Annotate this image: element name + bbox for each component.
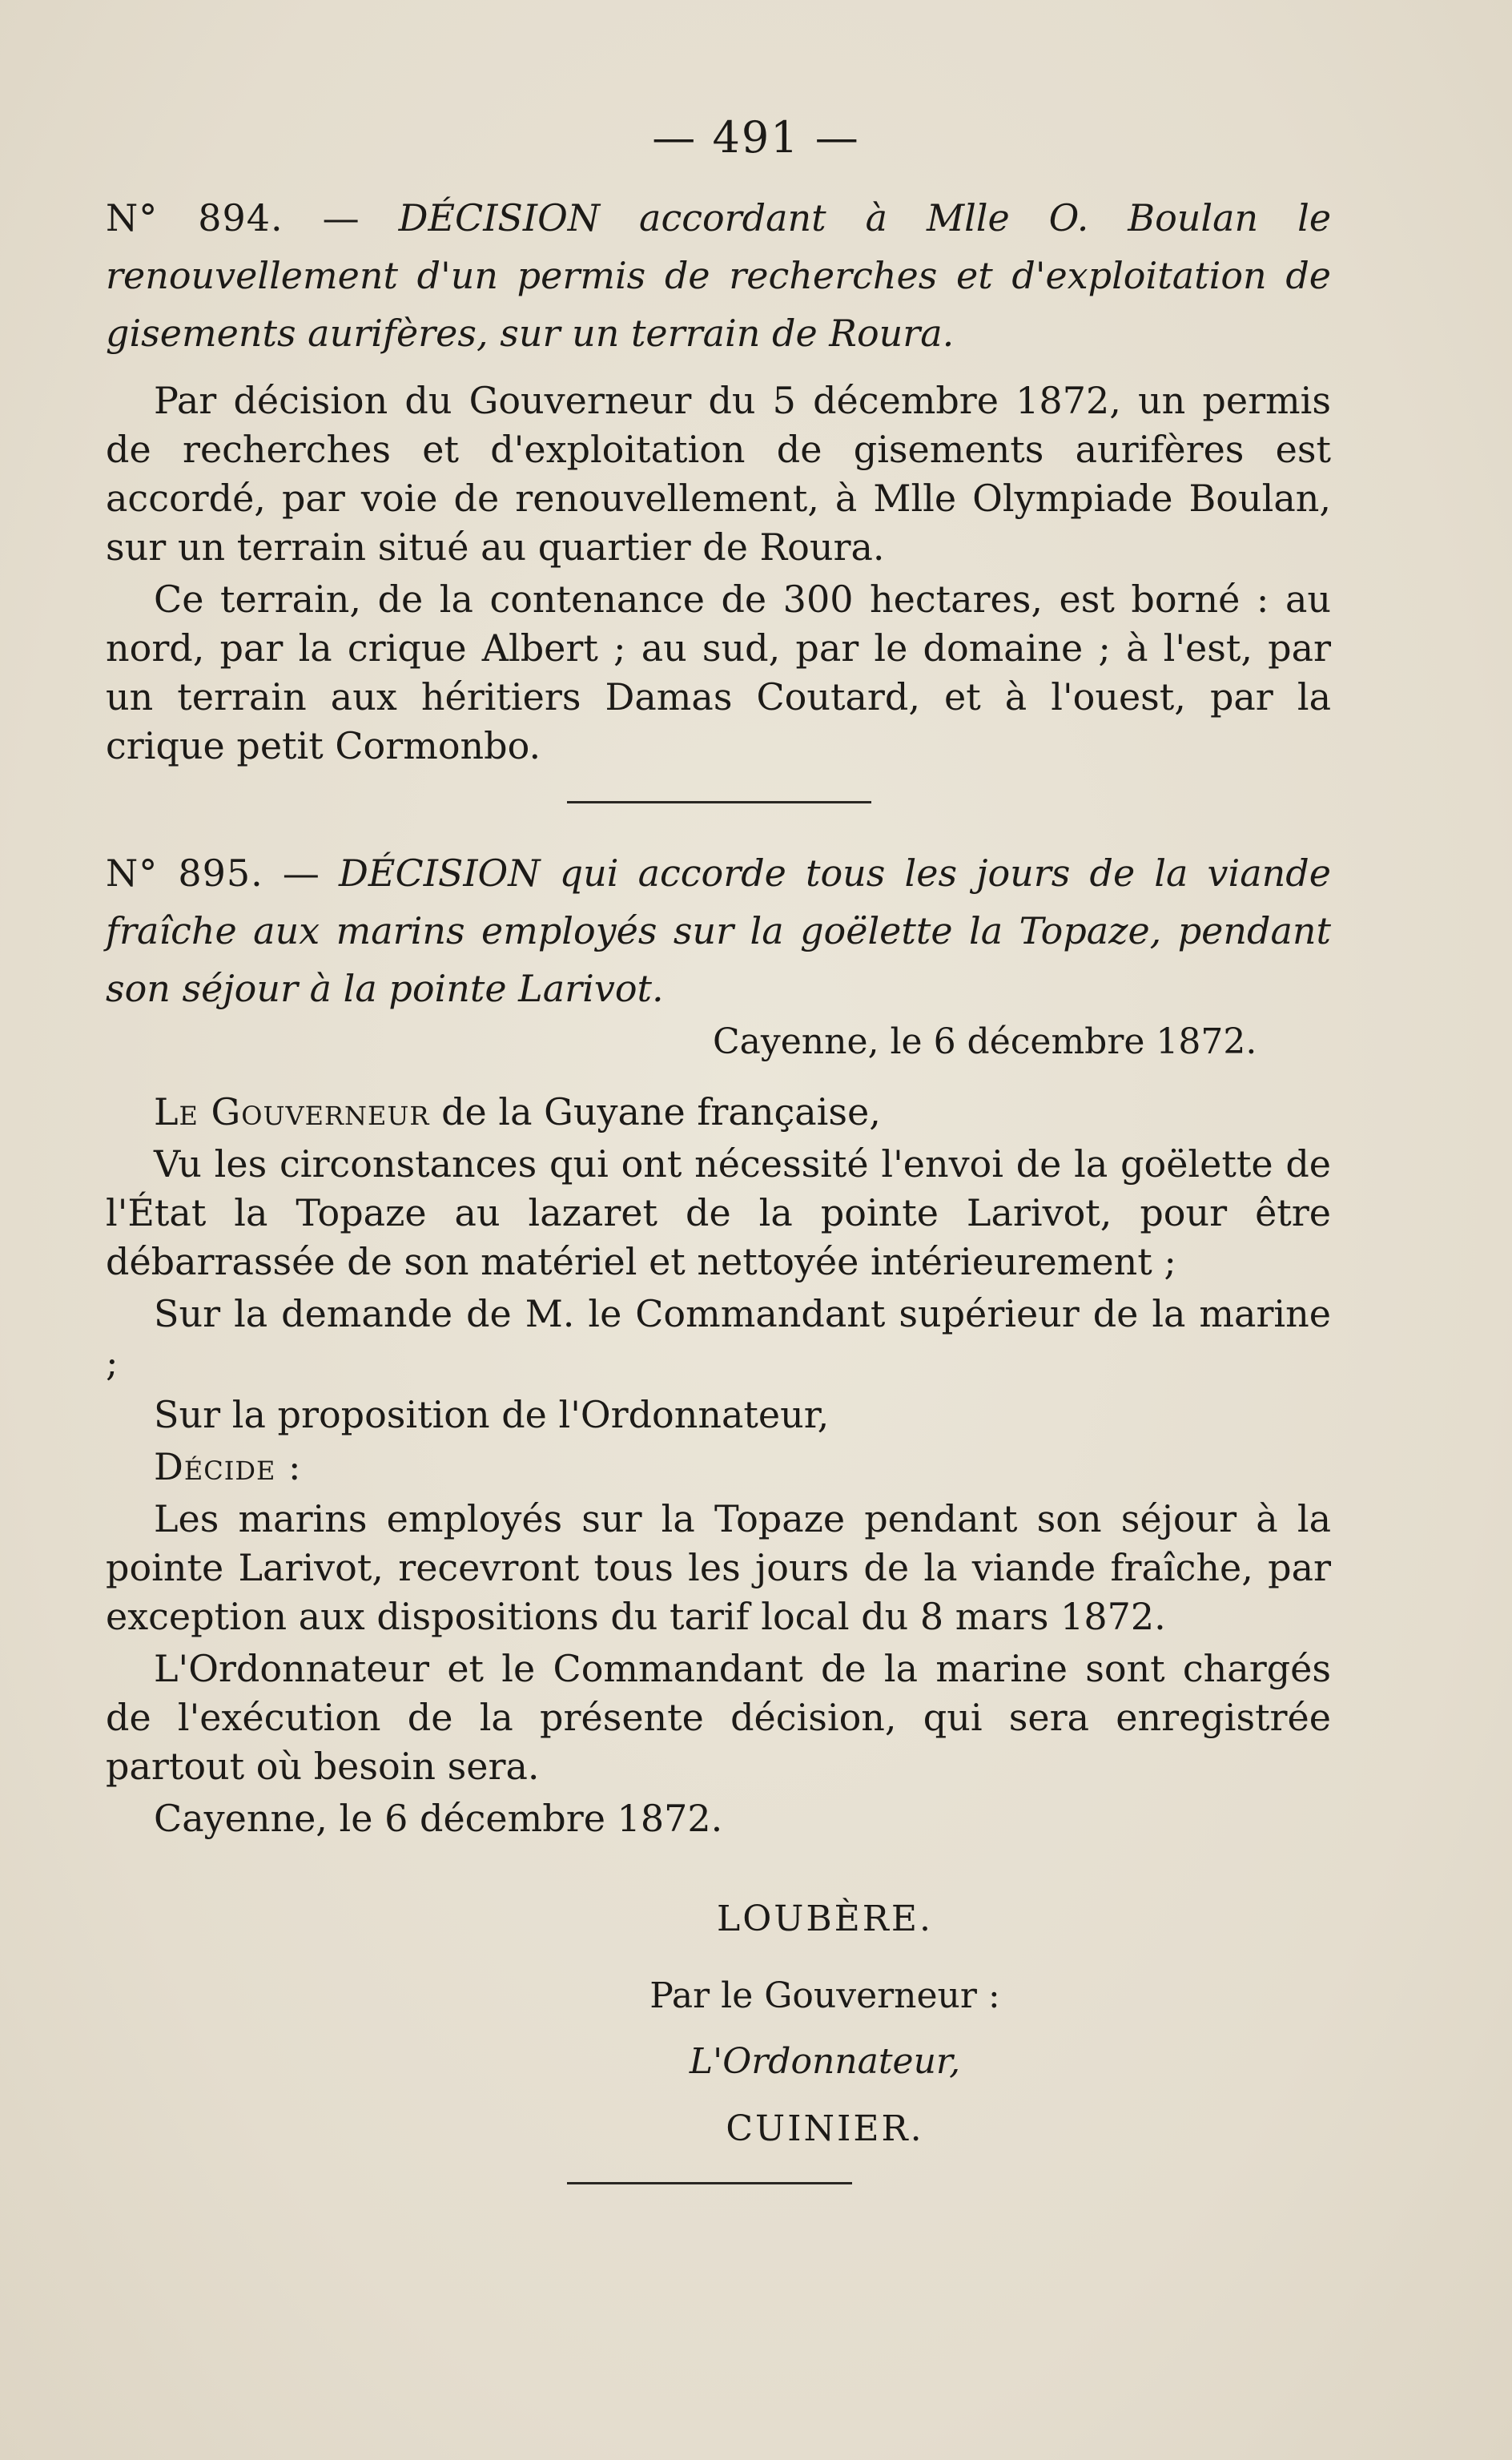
decision-895-subject: qui accorde tous les jours de la viande fraîche aux marins employés sur la goëlette la Topaze, pendant son séjour à la pointe Larivot. — [106, 852, 1331, 1010]
signature-governor: LOUBÈRE. — [716, 1898, 934, 1939]
decision-894-body — [106, 376, 1331, 774]
decision-894-number: N° 894. — [106, 196, 284, 240]
gouverneur-rest: de la Guyane française, — [429, 1090, 881, 1133]
decision-article: Les marins employés sur la Topaze pendant son séjour à la pointe Larivot, recevront tous les jours de la viande fraîche, par exception aux dispositions du tarif local du 8 mars 1872. — [106, 1497, 1331, 1638]
consideration: Sur la proposition de l'Ordonnateur, — [154, 1393, 830, 1436]
heading-dash: — — [282, 852, 320, 895]
dateline: Cayenne, le 6 décembre 1872. — [713, 1021, 1257, 1062]
section-divider — [567, 801, 871, 803]
bottom-divider — [567, 2182, 852, 2184]
decision-894-paragraph: Par décision du Gouverneur du 5 décembre 1872, un permis de recherches et d'exploitation de gisements aurifères est accordé, par voie de renouvellement, à Mlle Olympiade Boulan, sur un terrain situé au quartier de Roura. — [106, 379, 1331, 569]
decide-label: Décide : — [154, 1445, 302, 1488]
consideration: Sur la demande de M. le Commandant supérieur de la marine ; — [106, 1292, 1331, 1384]
gouverneur-caps: Le Gouverneur — [154, 1090, 430, 1133]
decision-894-heading — [106, 189, 1331, 362]
decision-895-number: N° 895. — [106, 852, 263, 895]
decision-894-subject: accordant à Mlle O. Boulan le renouvellement d'un permis de recherches et d'exploitation de gisements aurifères, sur un terrain de Roura. — [106, 196, 1332, 355]
ordonnateur-title: L'Ordonnateur, — [689, 2041, 961, 2082]
heading-dash: — — [322, 196, 360, 240]
signature-ordonnateur: CUINIER. — [726, 2108, 924, 2149]
preamble — [106, 1088, 1331, 1137]
consideration: Vu les circonstances qui ont nécessité l'envoi de la goëlette de l'État la Topaze au lazaret de la pointe Larivot, pour être débarrassée de son matériel et nettoyée intérieurement ; — [106, 1142, 1331, 1283]
decision-894-title: DÉCISION — [398, 196, 601, 240]
page-number: — 491 — — [652, 112, 860, 163]
decision-895-heading — [106, 844, 1331, 1017]
decision-article: L'Ordonnateur et le Commandant de la marine sont chargés de l'exécution de la présente décision, qui sera enregistrée partout où besoin sera. — [106, 1647, 1331, 1788]
decision-894-paragraph: Ce terrain, de la contenance de 300 hectares, est borné : au nord, par la crique Albert ; au sud, par le domaine ; à l'est, par un terrain aux héritiers Damas Coutard, et à l'ouest, par la crique petit Cormonbo. — [106, 578, 1331, 767]
par-le-gouverneur: Par le Gouverneur : — [649, 1975, 1000, 2016]
closing-date: Cayenne, le 6 décembre 1872. — [154, 1797, 723, 1840]
decision-895-body — [106, 1088, 1331, 1846]
decision-895-title: DÉCISION — [339, 852, 541, 895]
